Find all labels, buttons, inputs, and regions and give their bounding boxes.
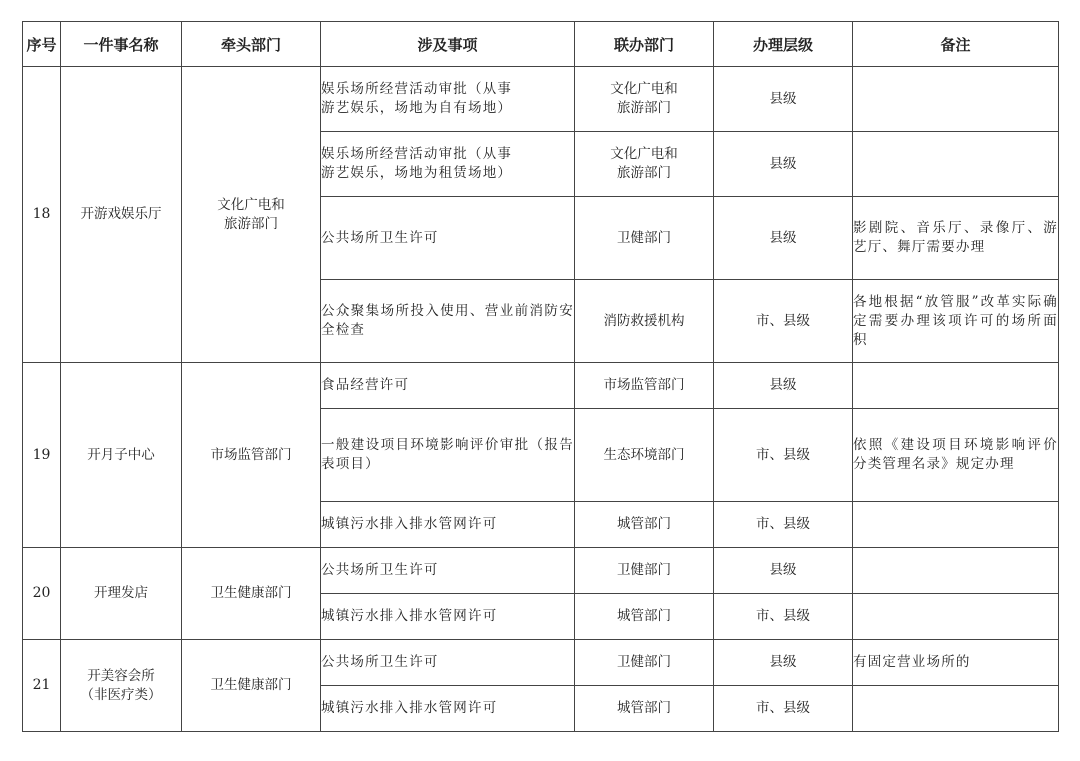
table-row — [23, 67, 1059, 132]
task-name: 开月子中心 — [61, 363, 182, 548]
item-cell: 食品经营许可 — [321, 363, 575, 409]
note-cell: 依照《建设项目环境影响评价分类管理名录》规定办理 — [853, 409, 1059, 502]
header-items: 涉及事项 — [321, 22, 575, 67]
level-cell: 县级 — [714, 197, 853, 280]
task-name: 开游戏娱乐厅 — [61, 67, 182, 363]
item-cell: 城镇污水排入排水管网许可 — [321, 686, 575, 732]
item-cell: 娱乐场所经营活动审批（从事 游艺娱乐，场地为自有场地） — [321, 67, 575, 132]
item-cell: 一般建设项目环境影响评价审批（报告表项目） — [321, 409, 575, 502]
level-cell: 市、县级 — [714, 594, 853, 640]
row-index: 20 — [23, 548, 61, 640]
table-row — [23, 363, 1059, 409]
level-cell: 县级 — [714, 548, 853, 594]
item-cell: 城镇污水排入排水管网许可 — [321, 502, 575, 548]
note-cell — [853, 132, 1059, 197]
level-cell: 市、县级 — [714, 502, 853, 548]
note-cell — [853, 548, 1059, 594]
item-cell: 公共场所卫生许可 — [321, 640, 575, 686]
level-cell: 市、县级 — [714, 686, 853, 732]
header-note: 备注 — [853, 22, 1059, 67]
level-cell: 市、县级 — [714, 409, 853, 502]
permit-table — [22, 21, 1059, 732]
level-cell: 县级 — [714, 67, 853, 132]
level-cell: 市、县级 — [714, 280, 853, 363]
joint-dept-cell: 城管部门 — [575, 502, 714, 548]
level-cell: 县级 — [714, 363, 853, 409]
note-cell — [853, 67, 1059, 132]
lead-dept: 卫生健康部门 — [182, 548, 321, 640]
header-index: 序号 — [23, 22, 61, 67]
item-cell: 公共场所卫生许可 — [321, 197, 575, 280]
joint-dept-cell: 城管部门 — [575, 594, 714, 640]
item-cell: 城镇污水排入排水管网许可 — [321, 594, 575, 640]
task-name: 开理发店 — [61, 548, 182, 640]
header-lead-dept: 牵头部门 — [182, 22, 321, 67]
task-name: 开美容会所 （非医疗类） — [61, 640, 182, 732]
note-cell — [853, 502, 1059, 548]
header-level: 办理层级 — [714, 22, 853, 67]
joint-dept-cell: 消防救援机构 — [575, 280, 714, 363]
joint-dept-cell: 城管部门 — [575, 686, 714, 732]
row-index: 21 — [23, 640, 61, 732]
lead-dept: 卫生健康部门 — [182, 640, 321, 732]
note-cell — [853, 363, 1059, 409]
row-index: 18 — [23, 67, 61, 363]
table-row — [23, 548, 1059, 594]
joint-dept-cell: 市场监管部门 — [575, 363, 714, 409]
item-cell: 公共场所卫生许可 — [321, 548, 575, 594]
header-row — [23, 22, 1059, 67]
lead-dept: 市场监管部门 — [182, 363, 321, 548]
level-cell: 县级 — [714, 132, 853, 197]
header-task-name: 一件事名称 — [61, 22, 182, 67]
header-joint-dept: 联办部门 — [575, 22, 714, 67]
lead-dept: 文化广电和 旅游部门 — [182, 67, 321, 363]
note-cell — [853, 686, 1059, 732]
joint-dept-cell: 卫健部门 — [575, 548, 714, 594]
note-cell: 各地根据“放管服”改革实际确定需要办理该项许可的场所面积 — [853, 280, 1059, 363]
note-cell: 影剧院、音乐厅、录像厅、游艺厅、舞厅需要办理 — [853, 197, 1059, 280]
joint-dept-cell: 文化广电和 旅游部门 — [575, 132, 714, 197]
joint-dept-cell: 生态环境部门 — [575, 409, 714, 502]
item-cell: 娱乐场所经营活动审批（从事 游艺娱乐，场地为租赁场地） — [321, 132, 575, 197]
joint-dept-cell: 卫健部门 — [575, 197, 714, 280]
note-cell — [853, 594, 1059, 640]
item-cell: 公众聚集场所投入使用、营业前消防安全检查 — [321, 280, 575, 363]
joint-dept-cell: 文化广电和 旅游部门 — [575, 67, 714, 132]
row-index: 19 — [23, 363, 61, 548]
table-row — [23, 640, 1059, 686]
note-cell: 有固定营业场所的 — [853, 640, 1059, 686]
joint-dept-cell: 卫健部门 — [575, 640, 714, 686]
level-cell: 县级 — [714, 640, 853, 686]
